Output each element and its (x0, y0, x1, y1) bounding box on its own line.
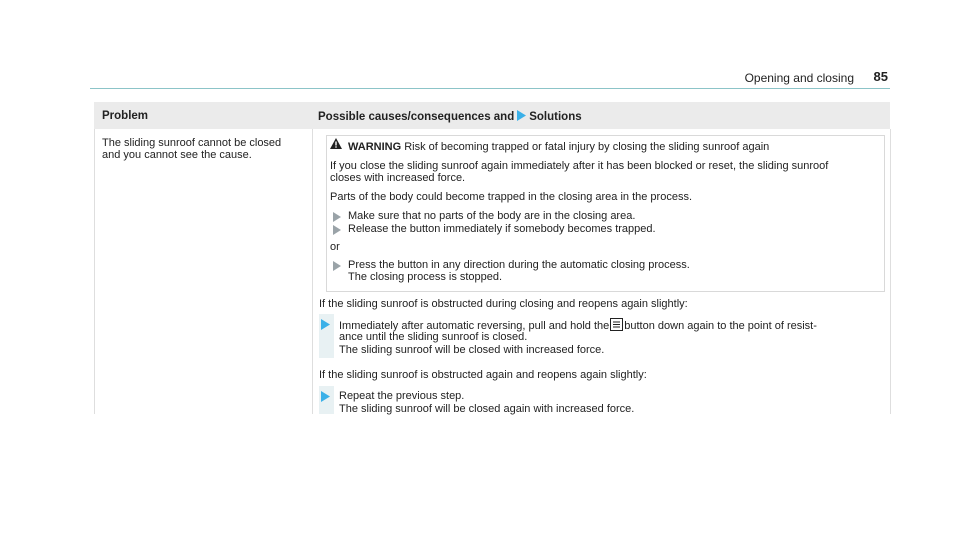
sunroof-switch-icon (610, 318, 623, 331)
warning-step2: Release the button immediately if somebody becomes trapped. (348, 223, 656, 235)
warning-para1-line2: closes with increased force. (330, 172, 466, 184)
warning-title (348, 141, 769, 154)
warning-para2: Parts of the body could become trapped in the closing area in the process. (330, 191, 692, 203)
column-divider (312, 129, 313, 414)
solutions-intro-2: If the sliding sunroof is obstructed again and reopens again slightly: (319, 369, 647, 381)
solution-step1-text-a: Immediately after automatic reversing, pull and hold the (339, 320, 610, 332)
warning-label: WARNING (348, 141, 402, 153)
step-arrow-icon (333, 261, 341, 271)
solution-step1-line3: The sliding sunroof will be closed with increased force. (339, 344, 605, 356)
warning-step3-line2: The closing process is stopped. (348, 271, 503, 283)
solutions-intro-1: If the sliding sunroof is obstructed during closing and reopens again slightly: (319, 298, 688, 310)
table-border-left (94, 129, 95, 414)
solution-step1-line2: ance until the sliding sunroof is closed. (339, 331, 528, 343)
step-arrow-icon (333, 225, 341, 235)
page-number: 85 (873, 69, 888, 84)
arrow-right-icon (517, 110, 526, 121)
solution-step1-text-b: button down again to the point of resist- (624, 320, 817, 332)
table-border-right (890, 129, 891, 414)
column-header-problem: Problem (102, 110, 149, 122)
problem-text-line1: The sliding sunroof cannot be closed (102, 137, 282, 149)
section-title: Opening and closing (744, 71, 854, 85)
column-header-solutions-prefix: Possible causes/consequences and (318, 111, 515, 123)
step-arrow-icon (321, 319, 330, 330)
table-header (94, 102, 890, 129)
warning-or: or (330, 241, 340, 253)
step-arrow-icon (321, 391, 330, 402)
warning-title-text: Risk of becoming trapped or fatal injury by closing the sliding sunroof again (404, 141, 770, 153)
header-rule (90, 88, 890, 89)
column-header-solutions (318, 110, 582, 123)
solution-step2-line1: Repeat the previous step. (339, 390, 465, 402)
warning-step3-line1: Press the button in any direction during the automatic closing process. (348, 259, 690, 271)
page-header (90, 0, 890, 93)
solution-step2-line2: The sliding sunroof will be closed again with increased force. (339, 403, 635, 415)
column-header-solutions-suffix: Solutions (529, 111, 582, 123)
warning-triangle-icon (330, 138, 342, 149)
warning-step1: Make sure that no parts of the body are in the closing area. (348, 210, 636, 222)
step-arrow-icon (333, 212, 341, 222)
problem-text-line2: and you cannot see the cause. (102, 149, 252, 161)
warning-para1-line1: If you close the sliding sunroof again immediately after it has been blocked or reset, the sliding sunroof (330, 160, 829, 172)
